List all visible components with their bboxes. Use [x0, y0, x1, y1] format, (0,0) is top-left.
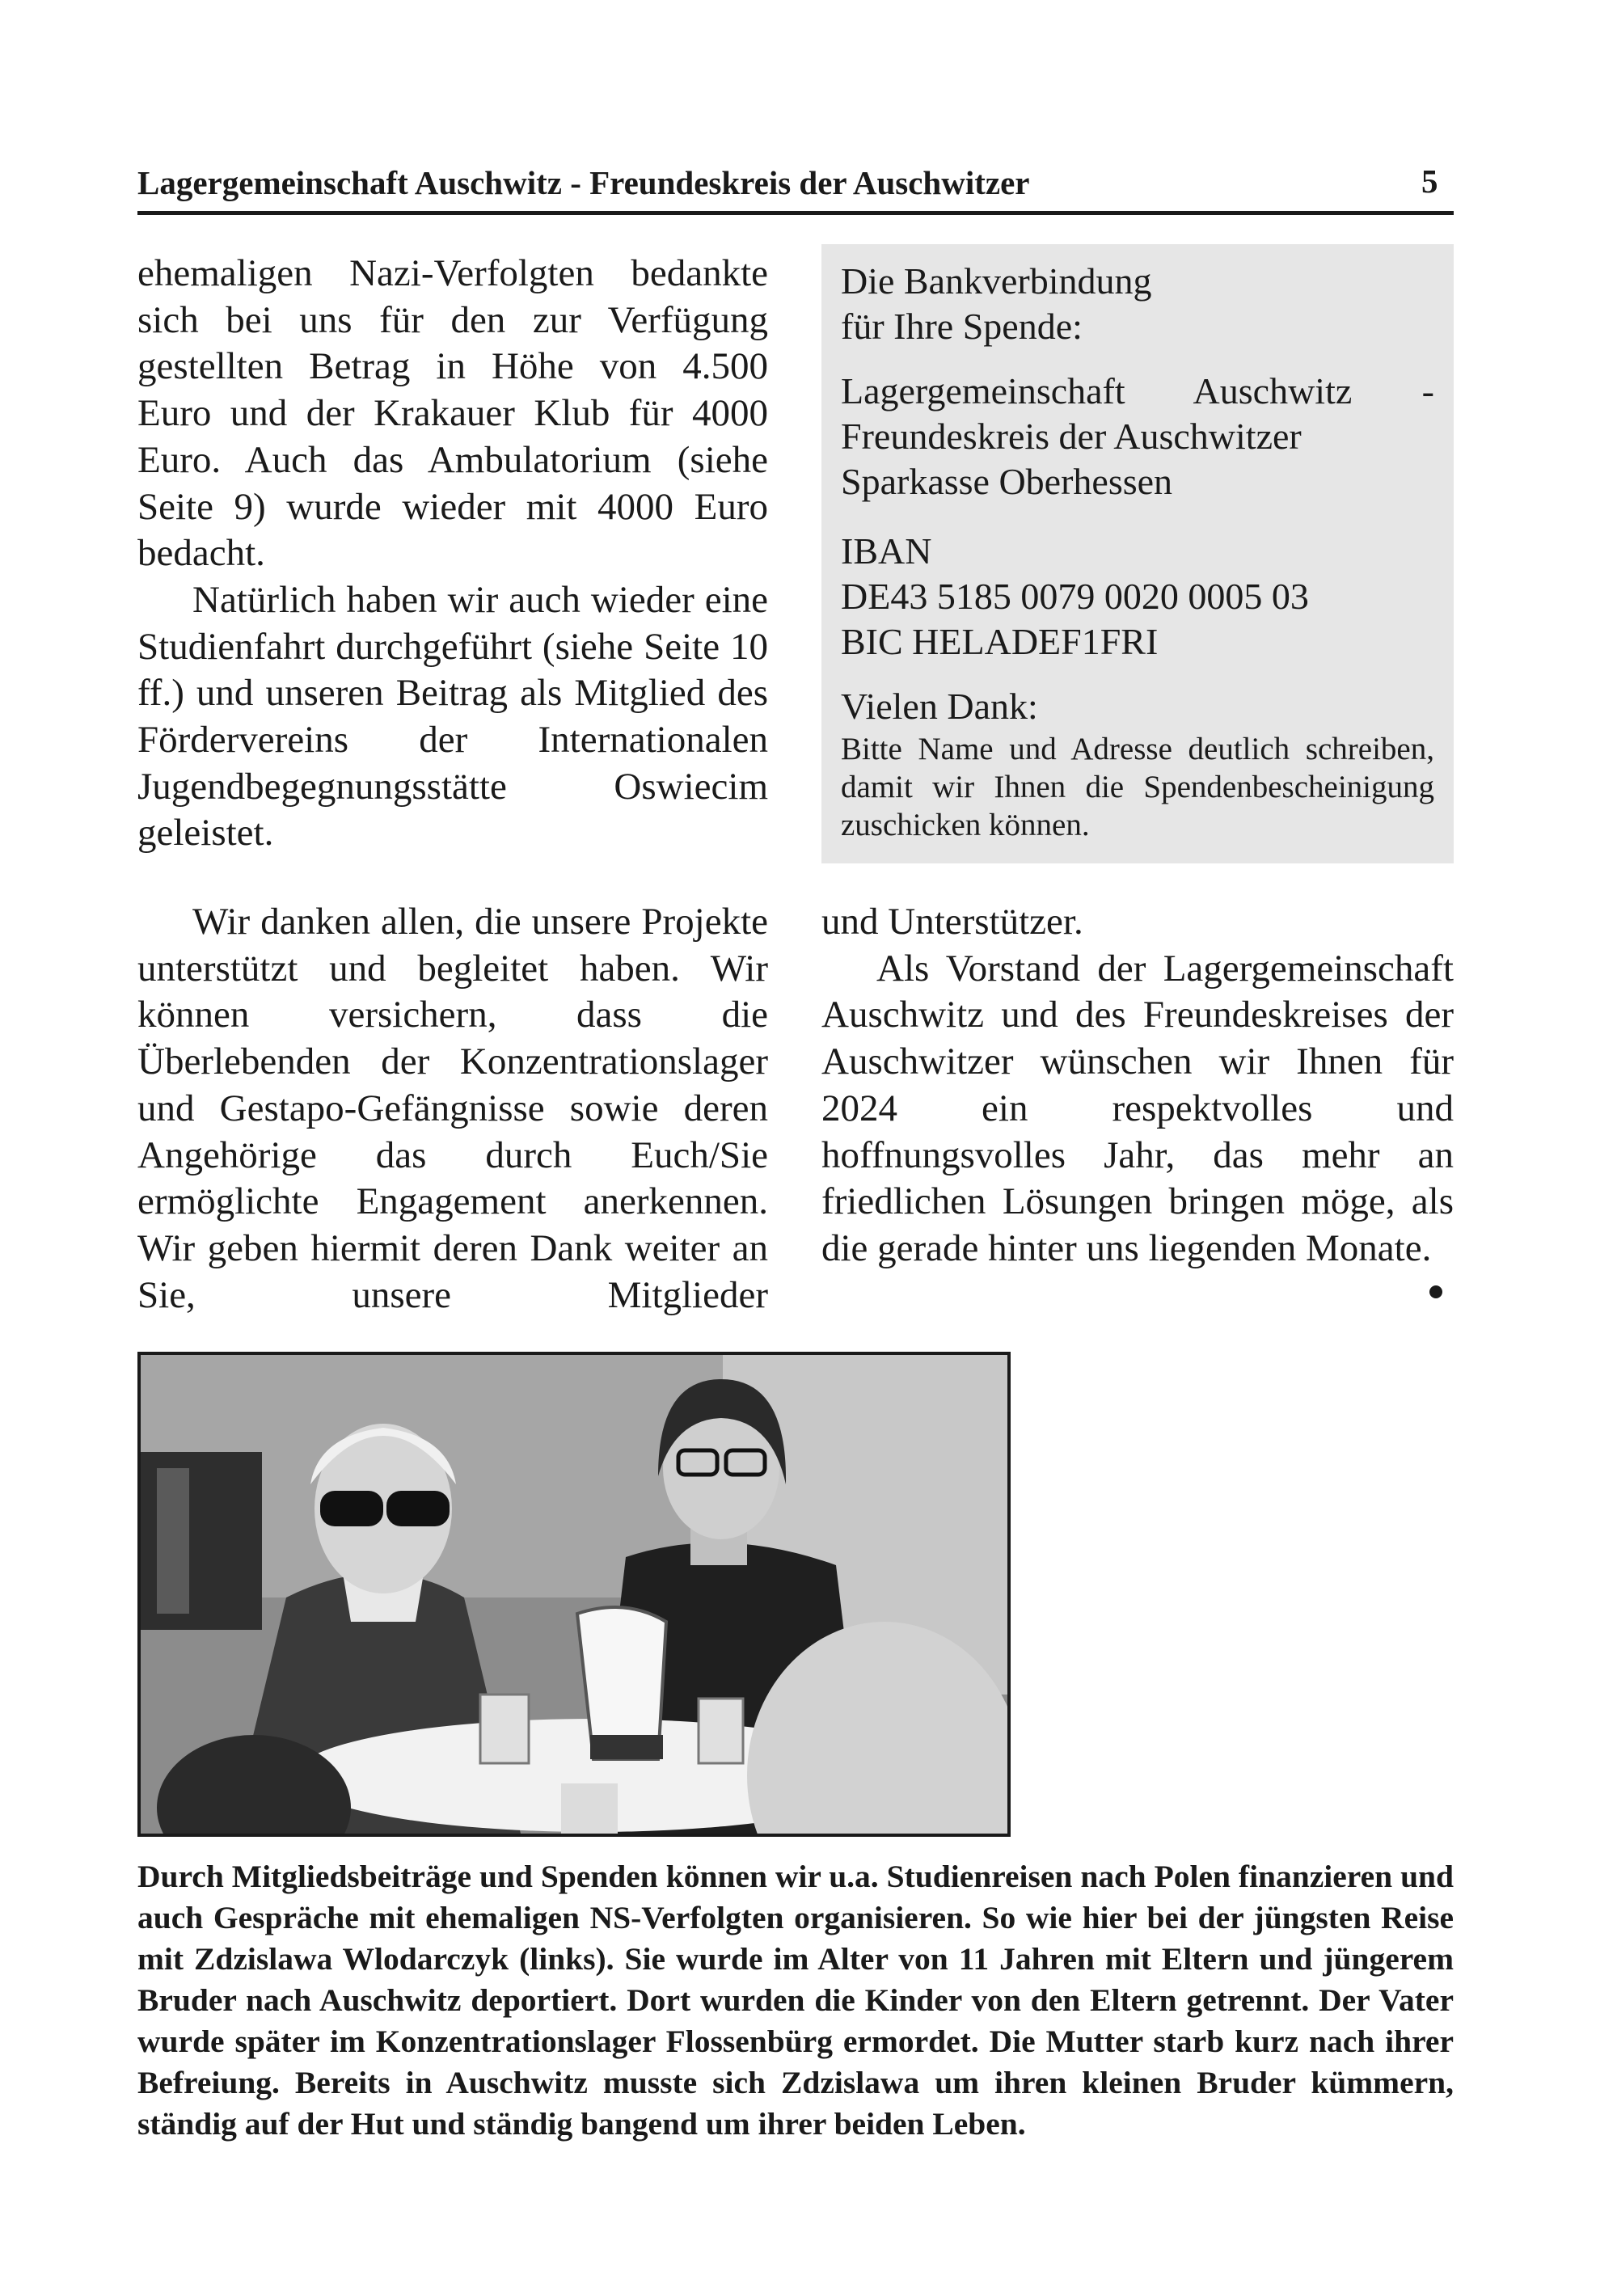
photo-two-women-at-table	[137, 1352, 1011, 1837]
header-rule	[137, 211, 1454, 215]
donation-heading-line: für Ihre Spende:	[841, 306, 1083, 347]
iban-value: DE43 5185 0079 0020 0005 03	[841, 576, 1309, 617]
donation-heading	[841, 259, 1434, 349]
donation-note: Bitte Name und Adresse deutlich schreiben, damit wir Ihnen die Spendenbescheinigung zuschicken können.	[841, 732, 1434, 842]
thanks-label: Vielen Dank:	[841, 686, 1038, 727]
body-paragraph-continuation: und Unterstützer.	[821, 901, 1083, 943]
right-column-lower	[821, 899, 1454, 1273]
running-header-title: Lagergemeinschaft Auschwitz - Freundeskreis der Auschwitzer	[137, 164, 1030, 201]
iban-label: IBAN	[841, 530, 932, 572]
body-paragraph: Als Vorstand der Lagergemeinschaft Auschwitz und des Freundeskreises der Auschwitzer wünschen wir Ihnen für 2024 ein respektvolles und hoffnungsvolles Jahr, das mehr an friedlichen Lösungen bringen möge, als die gerade hinter uns liegenden Monate.	[821, 947, 1454, 1269]
left-column-lower	[137, 899, 768, 1319]
left-column-upper	[137, 251, 768, 857]
body-paragraph: Wir danken allen, die unsere Projekte unterstützt und begleitet haben. Wir können versichern, dass die Überlebenden der Konzentrationslager und Gestapo-Gefängnisse sowie deren Angehörige das durch Euch/Sie ermöglichte Engagement anerkennen. Wir geben hiermit deren Dank weiter an Sie, unsere Mitglieder	[137, 901, 768, 1316]
account-holder	[841, 369, 1434, 504]
account-holder-line: Lagergemeinschaft Auschwitz -	[841, 370, 1434, 412]
donation-heading-line: Die Bankverbindung	[841, 260, 1152, 302]
bank-name: Sparkasse Oberhessen	[841, 461, 1173, 502]
photo-caption: Durch Mitgliedsbeiträge und Spenden können wir u.a. Studienreisen nach Polen finanzieren und auch Gespräche mit ehemaligen NS-Verfolgten organisieren. So wie hier bei der jüngsten Reise mit Zdzislawa Wlodarczyk (links). Sie wurde im Alter von 11 Jahren mit Eltern und jüngerem Bruder nach Auschwitz deportiert. Dort wurden die Kinder von den Eltern getrennt. Der Vater wurde später im Konzentrationslager Flossenbürg ermordet. Die Mutter starb kurz nach ihrer Befreiung. Bereits in Auschwitz musste sich Zdzislawa um ihren kleinen Bruder kümmern, ständig auf der Hut und ständig bangend um ihrer beiden Leben.	[137, 1859, 1454, 2142]
bank-codes	[841, 529, 1434, 665]
photo-illustration	[141, 1355, 1007, 1834]
page-number: 5	[1421, 162, 1438, 200]
donation-info-box	[821, 244, 1454, 863]
article-end-mark	[1429, 1285, 1442, 1298]
bic-value: BIC HELADEF1FRI	[841, 621, 1159, 662]
body-paragraph: ehemaligen Nazi-Verfolgten bedankte sich bei uns für den zur Verfügung gestellten Betrag in Höhe von 4.500 Euro und der Krakauer Klub für 4000 Euro. Auch das Ambulatorium (siehe Seite 9) wurde wieder mit 4000 Euro bedacht.	[137, 252, 768, 575]
account-holder-line: Freundeskreis der Auschwitzer	[841, 416, 1302, 457]
body-paragraph: Natürlich haben wir auch wieder eine Studienfahrt durchgeführt (siehe Seite 10 ff.) und unseren Beitrag als Mitglied des Fördervereins der Internationalen Jugendbegegnungsstätte Oswiecim geleistet.	[137, 578, 768, 855]
